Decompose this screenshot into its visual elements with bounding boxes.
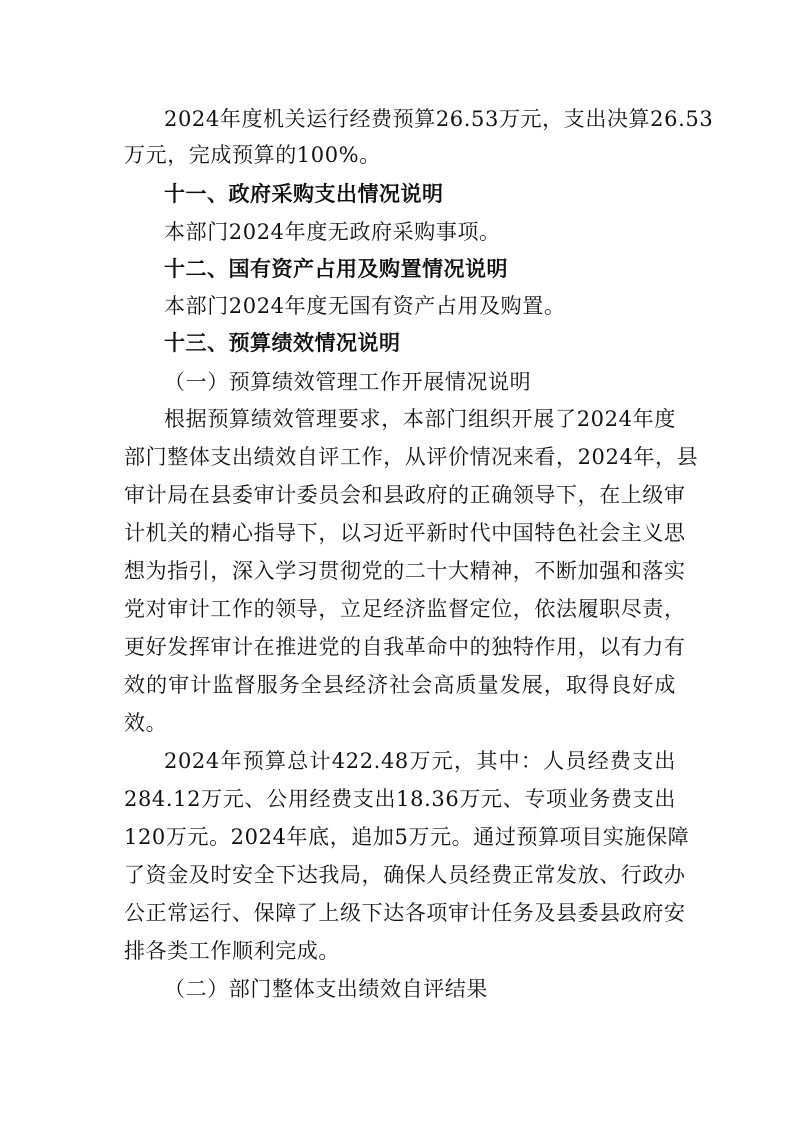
paragraph-line: 计机关的精心指导下，以习近平新时代中国特色社会主义思: [124, 521, 686, 545]
paragraph-line: 想为指引，深入学习贯彻党的二十大精神，不断加强和落实: [124, 559, 686, 583]
section-heading-assets: 十二、国有资产占用及购置情况说明: [164, 257, 508, 281]
paragraph-line: 2024年预算总计422.48万元，其中：人员经费支出: [164, 749, 676, 773]
paragraph-line: 公正常运行、保障了上级下达各项审计任务及县委县政府安: [124, 901, 686, 925]
paragraph-line: 党对审计工作的领导，立足经济监督定位，依法履职尽责，: [124, 597, 686, 621]
paragraph-line: 了资金及时安全下达我局，确保人员经费正常发放、行政办: [124, 863, 686, 887]
paragraph-line: 根据预算绩效管理要求，本部门组织开展了2024年度: [164, 407, 676, 431]
section-heading-performance: 十三、预算绩效情况说明: [164, 331, 401, 355]
paragraph-line: 排各类工作顺利完成。: [124, 939, 340, 963]
section-heading-procurement: 十一、政府采购支出情况说明: [164, 182, 444, 206]
paragraph-line: 效。: [124, 711, 168, 735]
paragraph-line: 更好发挥审计在推进党的自我革命中的独特作用，以有力有: [124, 635, 686, 659]
paragraph-line: 万元，完成预算的100%。: [124, 143, 381, 167]
subsection-heading-1: （一）预算绩效管理工作开展情况说明: [164, 370, 532, 394]
paragraph-line: 部门整体支出绩效自评工作，从评价情况来看，2024年，县: [124, 445, 699, 469]
paragraph-line: 效的审计监督服务全县经济社会高质量发展，取得良好成: [124, 673, 676, 697]
paragraph-line: 本部门2024年度无政府采购事项。: [164, 220, 501, 244]
subsection-heading-2: （二）部门整体支出绩效自评结果: [164, 977, 488, 1001]
paragraph-line: 审计局在县委审计委员会和县政府的正确领导下，在上级审: [124, 483, 686, 507]
paragraph-line: 120万元。2024年底，追加5万元。通过预算项目实施保障: [124, 825, 690, 849]
paragraph-line: 本部门2024年度无国有资产占用及购置。: [164, 294, 566, 318]
paragraph-line: 284.12万元、公用经费支出18.36万元、专项业务费支出: [124, 787, 676, 811]
paragraph-line: 2024年度机关运行经费预算26.53万元，支出决算26.53: [164, 107, 714, 131]
